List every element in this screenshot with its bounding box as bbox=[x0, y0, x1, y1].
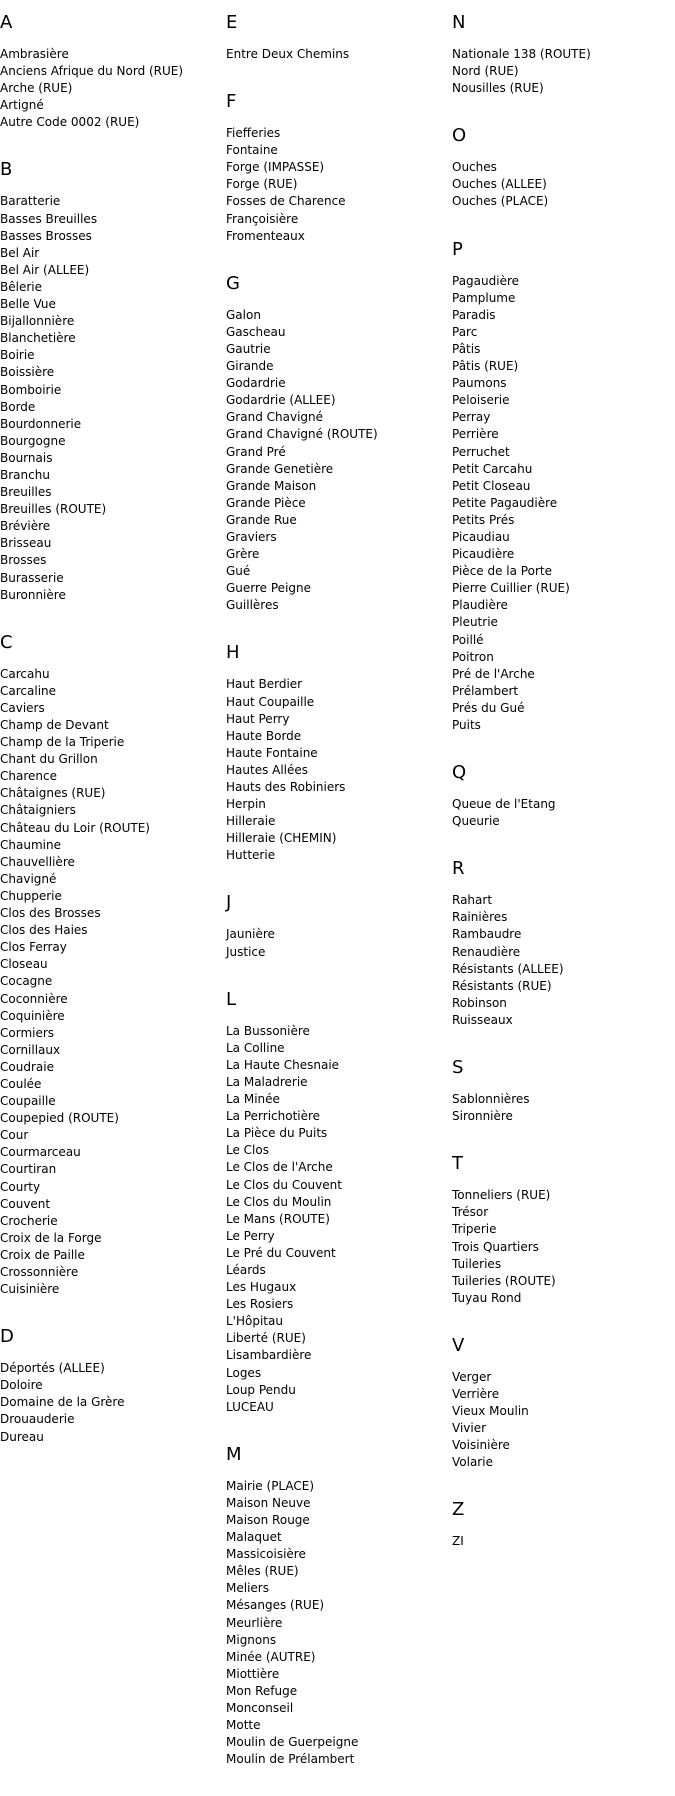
street-link-motte[interactable]: Motte bbox=[226, 1718, 261, 1733]
street-link-le-clos-du-moulin[interactable]: Le Clos du Moulin bbox=[226, 1194, 332, 1209]
street-link-coconniere[interactable]: Coconnière bbox=[0, 991, 68, 1006]
street-link-herpin[interactable]: Herpin bbox=[226, 797, 266, 812]
street-link-courty[interactable]: Courty bbox=[0, 1179, 41, 1194]
letter-group-o bbox=[452, 125, 674, 210]
street-link-girande[interactable]: Girande bbox=[226, 359, 274, 374]
street-link-peloiserie[interactable]: Peloiserie bbox=[452, 393, 510, 408]
street-link-hilleraie-chemin[interactable]: Hilleraie (CHEMIN) bbox=[226, 831, 337, 846]
street-link-haut-perry[interactable]: Haut Perry bbox=[226, 711, 290, 726]
street-link-bijallonniere[interactable]: Bijallonnière bbox=[0, 314, 75, 329]
street-link-rainieres[interactable]: Rainières bbox=[452, 910, 508, 925]
street-link-fromenteaux[interactable]: Fromenteaux bbox=[226, 228, 305, 243]
letter-heading-d: D bbox=[0, 1326, 14, 1348]
street-link-forge-rue[interactable]: Forge (RUE) bbox=[226, 177, 298, 192]
letter-heading-v: V bbox=[452, 1334, 465, 1356]
letter-group-l bbox=[226, 989, 448, 1416]
street-link-buronniere[interactable]: Buronnière bbox=[0, 587, 66, 602]
street-link-justice[interactable]: Justice bbox=[226, 944, 266, 959]
street-link-zi[interactable]: ZI bbox=[452, 1534, 464, 1549]
letter-group-z bbox=[452, 1499, 674, 1550]
street-link-guerre-peigne[interactable]: Guerre Peigne bbox=[226, 581, 312, 596]
street-link-verriere[interactable]: Verrière bbox=[452, 1386, 500, 1401]
street-link-crossonniere[interactable]: Crossonnière bbox=[0, 1265, 79, 1279]
street-link-haute-fontaine[interactable]: Haute Fontaine bbox=[226, 745, 318, 760]
street-link-perray[interactable]: Perray bbox=[452, 410, 491, 425]
street-link-la-colline[interactable]: La Colline bbox=[226, 1040, 285, 1055]
street-link-chavigne[interactable]: Chavigné bbox=[0, 871, 57, 886]
street-link-artigne[interactable]: Artigné bbox=[0, 98, 44, 113]
street-link-ambrasiere[interactable]: Ambrasière bbox=[0, 47, 69, 61]
letter-heading-m: M bbox=[226, 1443, 242, 1465]
street-link-perriere[interactable]: Perrière bbox=[452, 427, 499, 442]
street-link-breuilles-route[interactable]: Breuilles (ROUTE) bbox=[0, 502, 107, 517]
street-link-la-maladrerie[interactable]: La Maladrerie bbox=[226, 1074, 308, 1089]
letter-heading-s: S bbox=[452, 1057, 464, 1079]
street-link-meurliere[interactable]: Meurlière bbox=[226, 1615, 283, 1630]
letter-heading-t: T bbox=[452, 1153, 463, 1175]
street-link-closeau[interactable]: Closeau bbox=[0, 957, 48, 972]
street-link-malaquet[interactable]: Malaquet bbox=[226, 1530, 282, 1545]
street-link-hauts-des-robiniers[interactable]: Hauts des Robiniers bbox=[226, 780, 346, 794]
street-link-volarie[interactable]: Volarie bbox=[452, 1455, 493, 1470]
letter-heading-c: C bbox=[0, 631, 13, 653]
letter-group-c bbox=[0, 632, 222, 1298]
street-link-patis-rue[interactable]: Pâtis (RUE) bbox=[452, 359, 519, 374]
letter-heading-h: H bbox=[226, 642, 240, 664]
street-link-poitron[interactable]: Poitron bbox=[452, 649, 494, 664]
street-link-prelambert[interactable]: Prélambert bbox=[452, 683, 519, 698]
index-column-2 bbox=[226, 12, 448, 1796]
street-link-maison-neuve[interactable]: Maison Neuve bbox=[226, 1495, 311, 1510]
street-link-meles-rue[interactable]: Mêles (RUE) bbox=[226, 1564, 299, 1579]
street-link-resistants-rue[interactable]: Résistants (RUE) bbox=[452, 978, 552, 993]
letter-heading-n: N bbox=[452, 12, 466, 33]
letter-heading-q: Q bbox=[452, 762, 467, 784]
street-link-renaudiere[interactable]: Renaudière bbox=[452, 944, 521, 959]
letter-heading-r: R bbox=[452, 858, 465, 880]
street-link-fosses-de-charence[interactable]: Fosses de Charence bbox=[226, 194, 346, 209]
street-link-parc[interactable]: Parc bbox=[452, 324, 478, 339]
street-link-cornillaux[interactable]: Cornillaux bbox=[0, 1042, 61, 1057]
street-link-godardrie-allee[interactable]: Godardrie (ALLEE) bbox=[226, 393, 336, 408]
street-link-massicoisiere[interactable]: Massicoisière bbox=[226, 1547, 306, 1562]
street-link-breviere[interactable]: Brévière bbox=[0, 519, 51, 534]
street-link-pamplume[interactable]: Pamplume bbox=[452, 290, 516, 305]
street-link-moulin-de-guerpeigne[interactable]: Moulin de Guerpeigne bbox=[226, 1735, 359, 1750]
street-link-vivier[interactable]: Vivier bbox=[452, 1421, 487, 1436]
street-link-croix-de-paille[interactable]: Croix de Paille bbox=[0, 1247, 85, 1262]
letter-group-n bbox=[452, 12, 674, 97]
street-link-chaumine[interactable]: Chaumine bbox=[0, 837, 61, 852]
street-link-hautes-allees[interactable]: Hautes Allées bbox=[226, 762, 309, 777]
street-link-perruchet[interactable]: Perruchet bbox=[452, 444, 510, 459]
street-link-rambaudre[interactable]: Rambaudre bbox=[452, 927, 522, 942]
street-link-doloire[interactable]: Doloire bbox=[0, 1378, 43, 1393]
street-link-fiefferies[interactable]: Fiefferies bbox=[226, 126, 281, 141]
street-link-rahart[interactable]: Rahart bbox=[452, 893, 493, 908]
street-link-chupperie[interactable]: Chupperie bbox=[0, 888, 62, 903]
street-link-branchu[interactable]: Branchu bbox=[0, 467, 50, 482]
street-link-chant-du-grillon[interactable]: Chant du Grillon bbox=[0, 752, 98, 767]
street-link-pagaudiere[interactable]: Pagaudière bbox=[452, 273, 520, 288]
street-link-leards[interactable]: Léards bbox=[226, 1262, 266, 1277]
index-column-3 bbox=[452, 12, 674, 1579]
street-link-hutterie[interactable]: Hutterie bbox=[226, 848, 276, 863]
letter-group-d bbox=[0, 1326, 222, 1445]
street-link-la-perrichotiere[interactable]: La Perrichotière bbox=[226, 1109, 321, 1124]
letter-group-p bbox=[452, 239, 674, 735]
street-link-cocagne[interactable]: Cocagne bbox=[0, 974, 53, 989]
street-link-petit-carcahu[interactable]: Petit Carcahu bbox=[452, 461, 533, 476]
street-link-monconseil[interactable]: Monconseil bbox=[226, 1701, 294, 1716]
street-link-bournais[interactable]: Bournais bbox=[0, 450, 53, 465]
street-link-le-clos-de-l-arche[interactable]: Le Clos de l'Arche bbox=[226, 1160, 333, 1175]
street-link-coudraie[interactable]: Coudraie bbox=[0, 1059, 54, 1074]
letter-group-f bbox=[226, 91, 448, 245]
street-link-loges[interactable]: Loges bbox=[226, 1365, 262, 1380]
street-link-bourdonnerie[interactable]: Bourdonnerie bbox=[0, 416, 82, 431]
street-link-haute-borde[interactable]: Haute Borde bbox=[226, 728, 302, 743]
street-link-chataignes-rue[interactable]: Châtaignes (RUE) bbox=[0, 786, 106, 801]
letter-heading-f: F bbox=[226, 91, 237, 113]
letter-heading-b: B bbox=[0, 159, 13, 181]
street-link-resistants-allee[interactable]: Résistants (ALLEE) bbox=[452, 961, 564, 976]
street-link-petits-pres[interactable]: Petits Prés bbox=[452, 512, 515, 527]
street-link-pre-de-l-arche[interactable]: Pré de l'Arche bbox=[452, 666, 535, 681]
street-link-grande-maison[interactable]: Grande Maison bbox=[226, 478, 317, 493]
street-link-hilleraie[interactable]: Hilleraie bbox=[226, 814, 276, 829]
street-link-les-hugaux[interactable]: Les Hugaux bbox=[226, 1280, 297, 1295]
letter-heading-l: L bbox=[226, 988, 237, 1010]
street-link-deportes-allee[interactable]: Déportés (ALLEE) bbox=[0, 1361, 105, 1376]
street-link-plaudiere[interactable]: Plaudière bbox=[452, 598, 508, 613]
street-link-francoisiere[interactable]: Françoisière bbox=[226, 211, 299, 226]
street-link-coulee[interactable]: Coulée bbox=[0, 1076, 42, 1091]
street-link-anciens-afrique-du-nord-rue[interactable]: Anciens Afrique du Nord (RUE) bbox=[0, 64, 184, 79]
street-link-basses-breuilles[interactable]: Basses Breuilles bbox=[0, 211, 98, 226]
letter-group-j bbox=[226, 892, 448, 960]
street-link-baratterie[interactable]: Baratterie bbox=[0, 194, 61, 209]
street-link-grand-chavigne-route[interactable]: Grand Chavigné (ROUTE) bbox=[226, 427, 378, 442]
street-link-drouauderie[interactable]: Drouauderie bbox=[0, 1412, 75, 1427]
street-link-graviers[interactable]: Graviers bbox=[226, 529, 277, 544]
street-link-borde[interactable]: Borde bbox=[0, 399, 36, 414]
letter-heading-p: P bbox=[452, 238, 463, 260]
street-link-entre-deux-chemins[interactable]: Entre Deux Chemins bbox=[226, 47, 350, 61]
street-link-galon[interactable]: Galon bbox=[226, 307, 261, 322]
street-link-autre-code-0002-rue[interactable]: Autre Code 0002 (RUE) bbox=[0, 115, 140, 130]
letter-group-h bbox=[226, 642, 448, 864]
street-link-tuyau-rond[interactable]: Tuyau Rond bbox=[452, 1290, 522, 1305]
letter-group-s bbox=[452, 1057, 674, 1125]
letter-heading-a: A bbox=[0, 12, 13, 33]
street-link-charence[interactable]: Charence bbox=[0, 769, 57, 784]
street-link-le-perry[interactable]: Le Perry bbox=[226, 1228, 275, 1243]
street-link-lisambardiere[interactable]: Lisambardière bbox=[226, 1348, 312, 1363]
street-link-blanchetiere[interactable]: Blanchetière bbox=[0, 331, 76, 346]
street-link-clos-des-brosses[interactable]: Clos des Brosses bbox=[0, 906, 101, 921]
street-link-le-clos-du-couvent[interactable]: Le Clos du Couvent bbox=[226, 1177, 342, 1192]
street-link-cormiers[interactable]: Cormiers bbox=[0, 1025, 55, 1040]
letter-group-t bbox=[452, 1153, 674, 1307]
street-link-sironniere[interactable]: Sironnière bbox=[452, 1109, 513, 1124]
street-link-la-haute-chesnaie[interactable]: La Haute Chesnaie bbox=[226, 1057, 340, 1072]
street-link-couvent[interactable]: Couvent bbox=[0, 1196, 51, 1211]
street-link-la-bussoniere[interactable]: La Bussonière bbox=[226, 1023, 310, 1038]
street-link-le-pre-du-couvent[interactable]: Le Pré du Couvent bbox=[226, 1245, 336, 1260]
street-link-verger[interactable]: Verger bbox=[452, 1369, 492, 1384]
street-link-chauvelliere[interactable]: Chauvellière bbox=[0, 854, 75, 869]
street-link-dureau[interactable]: Dureau bbox=[0, 1429, 44, 1444]
index-column-1 bbox=[0, 12, 222, 1474]
street-link-tonneliers-rue[interactable]: Tonneliers (RUE) bbox=[452, 1188, 551, 1203]
street-link-belle-vue[interactable]: Belle Vue bbox=[0, 297, 56, 312]
street-link-chataigniers[interactable]: Châtaigniers bbox=[0, 803, 76, 818]
street-link-picaudiau[interactable]: Picaudiau bbox=[452, 529, 510, 544]
street-link-grande-genetiere[interactable]: Grande Genetière bbox=[226, 461, 334, 476]
street-link-paradis[interactable]: Paradis bbox=[452, 307, 496, 322]
street-link-ouches-place[interactable]: Ouches (PLACE) bbox=[452, 194, 549, 209]
letter-group-q bbox=[452, 762, 674, 830]
street-link-mairie-place[interactable]: Mairie (PLACE) bbox=[226, 1478, 315, 1493]
street-link-petit-closeau[interactable]: Petit Closeau bbox=[452, 478, 531, 493]
street-link-godardrie[interactable]: Godardrie bbox=[226, 376, 286, 391]
street-link-nousilles-rue[interactable]: Nousilles (RUE) bbox=[452, 81, 544, 96]
street-link-grande-piece[interactable]: Grande Pièce bbox=[226, 495, 306, 510]
street-link-clos-ferray[interactable]: Clos Ferray bbox=[0, 940, 67, 955]
street-link-l-hopitau[interactable]: L'Hôpitau bbox=[226, 1314, 283, 1329]
street-link-maison-rouge[interactable]: Maison Rouge bbox=[226, 1513, 310, 1527]
street-link-pierre-cuillier-rue[interactable]: Pierre Cuillier (RUE) bbox=[452, 581, 570, 596]
street-link-guilleres[interactable]: Guillères bbox=[226, 598, 279, 613]
street-link-miottiere[interactable]: Miottière bbox=[226, 1666, 280, 1681]
street-link-chateau-du-loir-route[interactable]: Château du Loir (ROUTE) bbox=[0, 820, 150, 835]
street-link-patis[interactable]: Pâtis bbox=[452, 341, 481, 356]
street-link-champ-de-la-triperie[interactable]: Champ de la Triperie bbox=[0, 735, 125, 750]
street-link-burasserie[interactable]: Burasserie bbox=[0, 570, 64, 585]
street-link-coupepied-route[interactable]: Coupepied (ROUTE) bbox=[0, 1111, 119, 1126]
street-link-piece-de-la-porte[interactable]: Pièce de la Porte bbox=[452, 564, 552, 579]
street-link-bel-air[interactable]: Bel Air bbox=[0, 245, 40, 260]
street-link-cour[interactable]: Cour bbox=[0, 1128, 29, 1143]
street-link-cuisiniere[interactable]: Cuisinière bbox=[0, 1282, 60, 1297]
letter-group-g bbox=[226, 273, 448, 615]
street-link-coquiniere[interactable]: Coquinière bbox=[0, 1008, 65, 1023]
street-link-brosses[interactable]: Brosses bbox=[0, 553, 47, 568]
street-link-forge-impasse[interactable]: Forge (IMPASSE) bbox=[226, 160, 325, 175]
letter-heading-e: E bbox=[226, 12, 238, 33]
street-link-arche-rue[interactable]: Arche (RUE) bbox=[0, 81, 73, 96]
letter-group-r bbox=[452, 858, 674, 1029]
street-link-puits[interactable]: Puits bbox=[452, 718, 481, 732]
street-link-minee-autre[interactable]: Minée (AUTRE) bbox=[226, 1649, 316, 1664]
street-link-triperie[interactable]: Triperie bbox=[452, 1222, 497, 1237]
street-link-nord-rue[interactable]: Nord (RUE) bbox=[452, 64, 519, 79]
street-link-la-piece-du-puits[interactable]: La Pièce du Puits bbox=[226, 1126, 328, 1141]
street-link-pres-du-gue[interactable]: Prés du Gué bbox=[452, 700, 525, 715]
letter-group-e bbox=[226, 12, 448, 63]
street-link-les-rosiers[interactable]: Les Rosiers bbox=[226, 1297, 294, 1312]
street-link-meliers[interactable]: Meliers bbox=[226, 1581, 269, 1596]
street-link-crocherie[interactable]: Crocherie bbox=[0, 1213, 58, 1228]
street-link-grande-rue[interactable]: Grande Rue bbox=[226, 512, 297, 527]
street-link-robinson[interactable]: Robinson bbox=[452, 995, 507, 1010]
street-link-mignons[interactable]: Mignons bbox=[226, 1632, 277, 1647]
street-link-paumons[interactable]: Paumons bbox=[452, 376, 507, 391]
letter-group-a bbox=[0, 12, 222, 131]
street-link-tuileries[interactable]: Tuileries bbox=[452, 1256, 502, 1271]
street-link-le-clos[interactable]: Le Clos bbox=[226, 1143, 269, 1158]
letter-heading-o: O bbox=[452, 125, 467, 147]
street-link-carcahu[interactable]: Carcahu bbox=[0, 666, 50, 681]
street-link-sablonnieres[interactable]: Sablonnières bbox=[452, 1092, 530, 1107]
street-link-caviers[interactable]: Caviers bbox=[0, 700, 45, 715]
street-link-belerie[interactable]: Bêlerie bbox=[0, 279, 42, 294]
street-link-breuilles[interactable]: Breuilles bbox=[0, 485, 52, 500]
street-link-ruisseaux[interactable]: Ruisseaux bbox=[452, 1012, 513, 1027]
street-link-domaine-de-la-grere[interactable]: Domaine de la Grère bbox=[0, 1395, 125, 1410]
street-link-liberte-rue[interactable]: Liberté (RUE) bbox=[226, 1331, 306, 1346]
street-link-nationale-138-route[interactable]: Nationale 138 (ROUTE) bbox=[452, 47, 591, 61]
street-link-jauniere[interactable]: Jaunière bbox=[226, 927, 275, 942]
street-link-loup-pendu[interactable]: Loup Pendu bbox=[226, 1382, 296, 1397]
street-link-croix-de-la-forge[interactable]: Croix de la Forge bbox=[0, 1230, 102, 1245]
street-link-grere[interactable]: Grère bbox=[226, 547, 260, 562]
street-link-pleutrie[interactable]: Pleutrie bbox=[452, 615, 498, 630]
street-link-basses-brosses[interactable]: Basses Brosses bbox=[0, 228, 92, 243]
street-link-coupaille[interactable]: Coupaille bbox=[0, 1094, 56, 1109]
street-link-queue-de-l-etang[interactable]: Queue de l'Etang bbox=[452, 797, 556, 812]
street-link-grand-pre[interactable]: Grand Pré bbox=[226, 444, 286, 459]
street-link-boirie[interactable]: Boirie bbox=[0, 348, 35, 363]
street-link-vieux-moulin[interactable]: Vieux Moulin bbox=[452, 1404, 529, 1419]
street-link-courtiran[interactable]: Courtiran bbox=[0, 1162, 57, 1177]
street-link-tresor[interactable]: Trésor bbox=[452, 1205, 489, 1220]
street-link-la-minee[interactable]: La Minée bbox=[226, 1092, 280, 1107]
street-link-fontaine[interactable]: Fontaine bbox=[226, 143, 278, 158]
street-link-carcaline[interactable]: Carcaline bbox=[0, 683, 57, 698]
street-link-mon-refuge[interactable]: Mon Refuge bbox=[226, 1683, 298, 1698]
street-link-le-mans-route[interactable]: Le Mans (ROUTE) bbox=[226, 1211, 330, 1226]
letter-group-v bbox=[452, 1335, 674, 1472]
street-link-haut-coupaille[interactable]: Haut Coupaille bbox=[226, 694, 315, 709]
street-link-poille[interactable]: Poillé bbox=[452, 632, 484, 647]
street-link-picaudiere[interactable]: Picaudière bbox=[452, 547, 515, 562]
street-link-luceau[interactable]: LUCEAU bbox=[226, 1399, 274, 1414]
street-link-boissiere[interactable]: Boissière bbox=[0, 365, 55, 380]
street-link-voisiniere[interactable]: Voisinière bbox=[452, 1438, 510, 1453]
street-link-ouches-allee[interactable]: Ouches (ALLEE) bbox=[452, 177, 547, 192]
letter-heading-g: G bbox=[226, 272, 240, 294]
street-link-bel-air-allee[interactable]: Bel Air (ALLEE) bbox=[0, 262, 90, 277]
street-link-courmarceau[interactable]: Courmarceau bbox=[0, 1145, 81, 1160]
letter-group-m bbox=[226, 1444, 448, 1769]
street-link-gue[interactable]: Gué bbox=[226, 564, 251, 579]
street-link-mesanges-rue[interactable]: Mésanges (RUE) bbox=[226, 1598, 325, 1613]
letter-heading-j: J bbox=[226, 892, 232, 914]
street-link-bourgogne[interactable]: Bourgogne bbox=[0, 433, 66, 448]
street-link-clos-des-haies[interactable]: Clos des Haies bbox=[0, 923, 88, 938]
letter-heading-z: Z bbox=[452, 1499, 465, 1521]
street-link-grand-chavigne[interactable]: Grand Chavigné bbox=[226, 410, 324, 425]
street-link-queurie[interactable]: Queurie bbox=[452, 814, 500, 829]
street-link-ouches[interactable]: Ouches bbox=[452, 160, 497, 175]
street-link-gascheau[interactable]: Gascheau bbox=[226, 324, 286, 339]
letter-group-b bbox=[0, 159, 222, 603]
street-link-gautrie[interactable]: Gautrie bbox=[226, 341, 271, 356]
street-link-trois-quartiers[interactable]: Trois Quartiers bbox=[452, 1239, 539, 1254]
street-link-champ-de-devant[interactable]: Champ de Devant bbox=[0, 718, 109, 732]
street-link-petite-pagaudiere[interactable]: Petite Pagaudière bbox=[452, 495, 558, 510]
street-link-tuileries-route[interactable]: Tuileries (ROUTE) bbox=[452, 1273, 556, 1288]
street-link-moulin-de-prelambert[interactable]: Moulin de Prélambert bbox=[226, 1752, 355, 1767]
street-link-brisseau[interactable]: Brisseau bbox=[0, 536, 52, 551]
street-link-haut-berdier[interactable]: Haut Berdier bbox=[226, 677, 303, 692]
street-link-bomboirie[interactable]: Bomboirie bbox=[0, 382, 62, 397]
